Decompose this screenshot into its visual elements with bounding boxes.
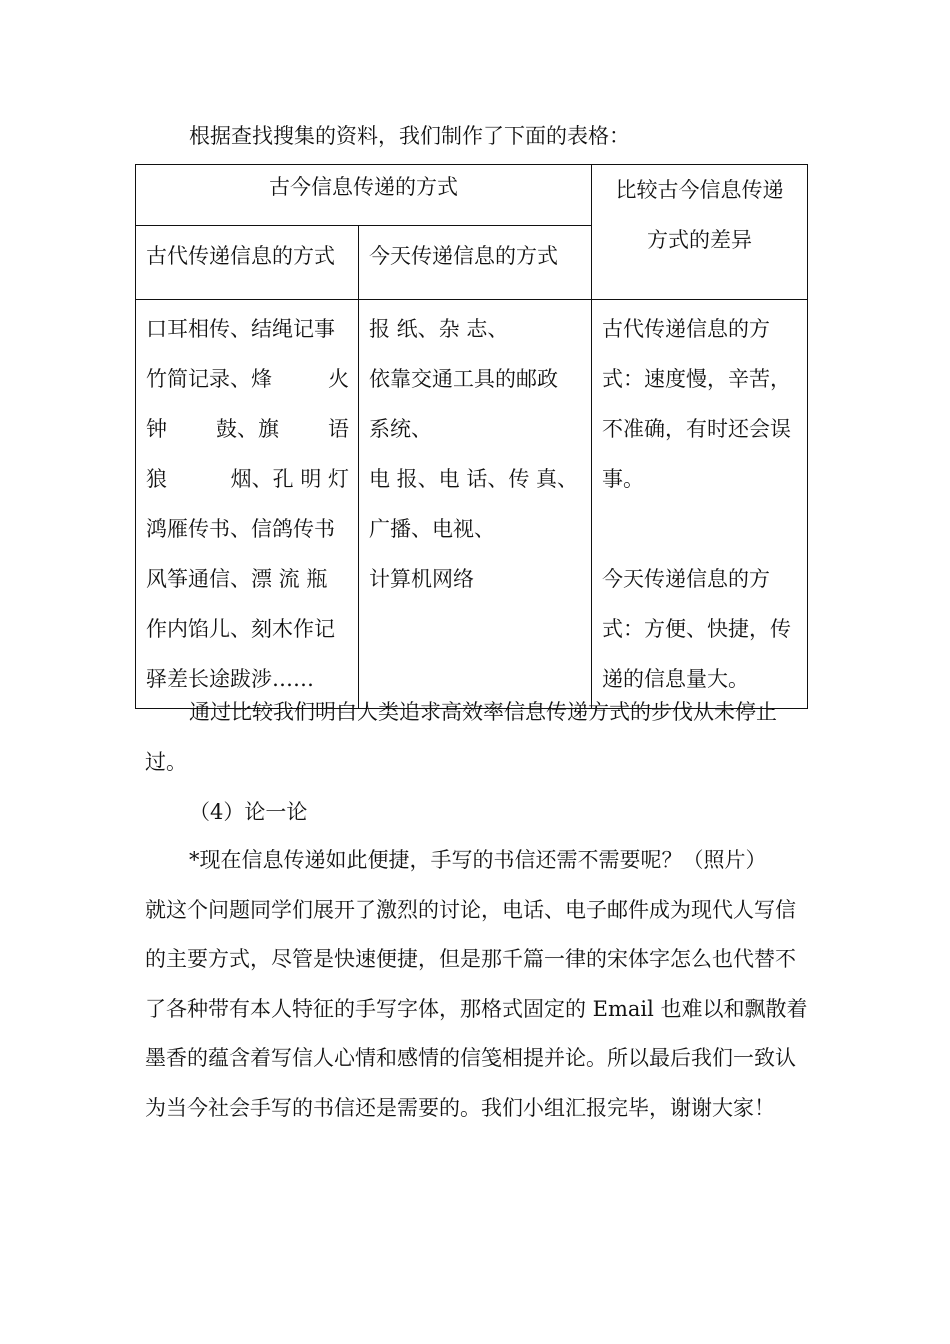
ancient-text: 烟、孔 明 灯 bbox=[230, 467, 349, 491]
compare-ancient-line: 式：速度慢，辛苦， bbox=[602, 367, 791, 391]
ancient-text: 钟 bbox=[146, 417, 167, 441]
ancient-line bbox=[146, 358, 349, 408]
modern-methods-cell bbox=[359, 300, 592, 709]
spacer bbox=[602, 508, 798, 558]
header-compare bbox=[592, 165, 808, 300]
ancient-text: 口耳相传、结绳记事 bbox=[146, 317, 335, 341]
ancient-text: 鸿雁传书、信鸽传书 bbox=[146, 517, 335, 541]
modern-line: 依靠交通工具的邮政 bbox=[369, 367, 558, 391]
ancient-methods-cell bbox=[136, 300, 359, 709]
compare-ancient-line: 不准确，有时还会误 bbox=[602, 417, 791, 441]
ancient-text: 作内馅儿、刻木作记 bbox=[146, 617, 335, 641]
compare-ancient-line: 古代传递信息的方 bbox=[602, 317, 770, 341]
modern-line: 计算机网络 bbox=[369, 567, 474, 591]
discussion-body: 就这个问题同学们展开了激烈的讨论，电话、电子邮件成为现代人写信的主要方式，尽管是快速便捷，但是那千篇一律的宋体字怎么也代替不了各种带有本人特征的手写字体，那格式固定的 Email 也难以和飘散着墨香的蕴含着写信人心情和感情的信笺相提并论。所以最后我们一致认为当今社会手写的书信还是需要的。我们小组汇报完毕，谢谢大家！ bbox=[145, 897, 808, 1120]
ancient-text: 驿差长途跋涉…… bbox=[146, 667, 314, 691]
header-ancient: 古代传递信息的方式 bbox=[136, 226, 359, 300]
modern-line: 系统、 bbox=[369, 417, 432, 441]
discussion-paragraph bbox=[145, 836, 809, 1133]
comparison-cell bbox=[592, 300, 808, 709]
modern-line: 报 纸、杂 志、 bbox=[369, 317, 509, 341]
conclusion-text: 通过比较我们明白人类追求高效率信息传递方式的步伐从未停止过。 bbox=[145, 700, 777, 774]
intro-text: 根据查找搜集的资料，我们制作了下面的表格： bbox=[189, 124, 630, 148]
ancient-text: 火 bbox=[328, 367, 349, 391]
conclusion-paragraph bbox=[145, 688, 809, 787]
ancient-line bbox=[146, 608, 349, 658]
modern-line: 电 报、电 话、传 真、 bbox=[369, 467, 579, 491]
ancient-line bbox=[146, 308, 349, 358]
header-compare-line-1: 比较古今信息传递 bbox=[615, 178, 784, 202]
header-compare-line-2: 方式的差异 bbox=[647, 228, 752, 252]
compare-modern-line: 今天传递信息的方 bbox=[602, 567, 770, 591]
section-heading: （4）论一论 bbox=[189, 800, 308, 824]
header-modern: 今天传递信息的方式 bbox=[359, 226, 592, 300]
ancient-line bbox=[146, 458, 349, 508]
modern-line: 广播、电视、 bbox=[369, 517, 495, 541]
ancient-text: 风筝通信、漂 流 瓶 bbox=[146, 567, 328, 591]
ancient-text: 语 bbox=[328, 417, 349, 441]
ancient-line bbox=[146, 508, 349, 558]
compare-modern-line: 递的信息量大。 bbox=[602, 667, 749, 691]
compare-ancient-line: 事。 bbox=[602, 467, 644, 491]
compare-modern-line: 式：方便、快捷，传 bbox=[602, 617, 791, 641]
comparison-table bbox=[135, 164, 808, 709]
ancient-text: 竹简记录、烽 bbox=[146, 367, 272, 391]
ancient-line bbox=[146, 408, 349, 458]
header-main-label: 古今信息传递的方式 bbox=[269, 175, 458, 199]
ancient-text: 鼓、旗 bbox=[216, 417, 279, 441]
discussion-question: *现在信息传递如此便捷，手写的书信还需不需要呢？（照片） bbox=[189, 848, 767, 872]
header-main bbox=[136, 165, 592, 226]
ancient-line bbox=[146, 558, 349, 608]
ancient-text: 狼 bbox=[146, 467, 167, 491]
